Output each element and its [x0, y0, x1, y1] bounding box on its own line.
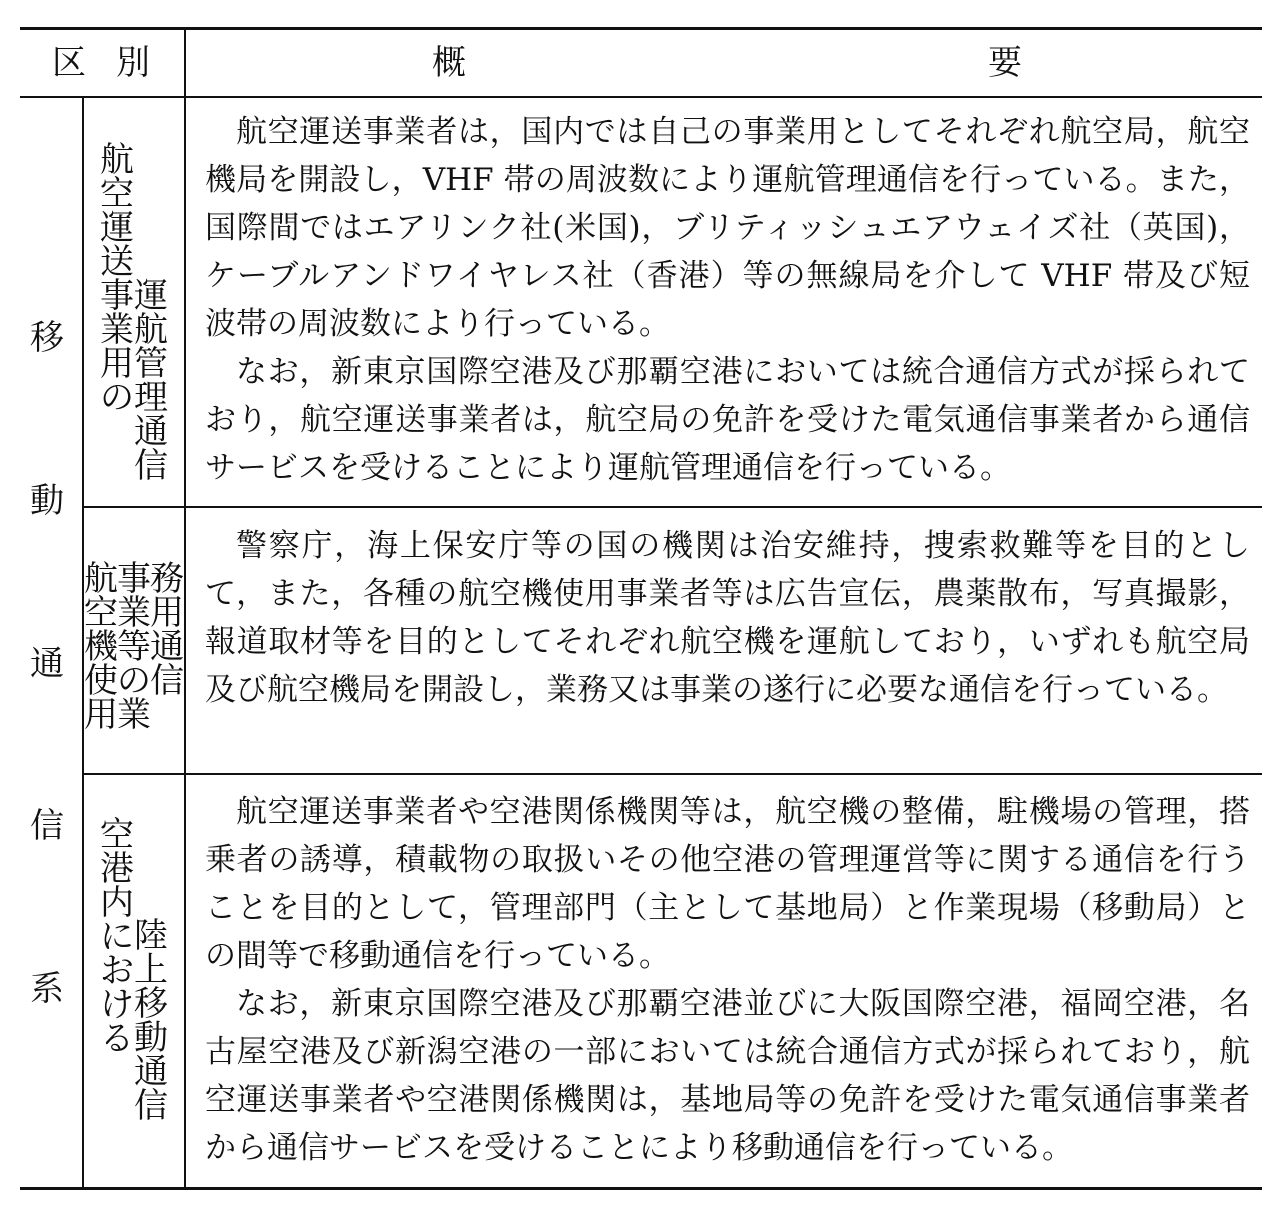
- header-rule: [20, 96, 1262, 98]
- header-divider: [184, 28, 186, 98]
- label-char: お: [100, 951, 134, 991]
- row3-paragraph-2: なお，新東京国際空港及び那覇空港並びに大阪国際空港，福岡空港，名古屋空港及び新潟空港の一部においては統合通信方式が採られており，航空運送事業者や空港関係機関は，基地局等の免許を受けた電気通信事業者から通信サービスを受けることにより移動通信を行っている。: [205, 986, 1250, 1166]
- row2-label-col2: [117, 559, 151, 735]
- row2-description: [205, 522, 1250, 714]
- label-char: 航: [100, 140, 134, 180]
- row-rule-2: [82, 773, 1262, 775]
- row3-label-col2: [134, 916, 168, 1126]
- label-char: の: [117, 661, 151, 701]
- label-divider: [184, 96, 186, 1189]
- label-char: 用: [100, 344, 134, 384]
- label-char: 運: [134, 276, 168, 316]
- row1-label-col1: [100, 140, 134, 418]
- label-char: 事: [117, 559, 151, 599]
- header-gaiyou-2: 要: [988, 43, 1022, 83]
- category-char: 動: [30, 480, 64, 521]
- label-char: 空: [100, 174, 134, 214]
- category-char: 信: [30, 806, 64, 847]
- label-char: 内: [100, 883, 134, 923]
- label-char: 信: [134, 446, 168, 486]
- label-char: 機: [84, 627, 118, 667]
- row1-paragraph-1: 航空運送事業者は，国内では自己の事業用としてそれぞれ航空局，航空機局を開設し，VHF 帯の周波数により運航管理通信を行っている。また，国際間ではエアリンク社(米国)，ブリティッシュエアウェイズ社（英国)，ケーブルアンドワイヤレス社（香港）等の無線局を介して VHF 帯及び短波帯の周波数により行っている。: [205, 114, 1250, 342]
- label-char: 業: [117, 593, 151, 633]
- header-kubetsu-2: 別: [116, 43, 150, 83]
- label-char: 理: [134, 378, 168, 418]
- label-char: 港: [100, 849, 134, 889]
- label-char: 信: [134, 1086, 168, 1126]
- label-char: 業: [117, 695, 151, 735]
- label-char: 管: [134, 344, 168, 384]
- row-rule-1: [82, 506, 1262, 508]
- label-char: 送: [100, 242, 134, 282]
- label-char: 用: [84, 695, 118, 735]
- category-char: 移: [30, 318, 64, 358]
- label-char: 陸: [134, 916, 168, 956]
- label-char: 用: [150, 593, 184, 633]
- row1-paragraph-2: なお，新東京国際空港及び那覇空港においては統合通信方式が採られており，航空運送事業者は，航空局の免許を受けた電気通信事業者から通信サービスを受けることにより運航管理通信を行っている。: [205, 354, 1250, 486]
- row2-paragraph-1: 警察庁，海上保安庁等の国の機関は治安維持，捜索救難等を目的として，また，各種の航空機使用事業者等は広告宣伝，農薬散布，写真撮影，報道取材等を目的としてそれぞれ航空機を運航しており，いずれも航空局及び航空機局を開設し，業務又は事業の遂行に必要な通信を行っている。: [205, 528, 1250, 708]
- row3-description: [205, 788, 1250, 1172]
- header-gaiyou-1: 概: [432, 43, 466, 83]
- row2-label-col1: [84, 559, 118, 735]
- label-char: 上: [134, 950, 168, 990]
- row1-description: [205, 108, 1250, 492]
- label-char: に: [100, 917, 134, 957]
- category-char: 系: [30, 969, 64, 1009]
- label-char: 通: [134, 1052, 168, 1092]
- label-char: 使: [84, 661, 118, 701]
- label-char: 移: [134, 984, 168, 1024]
- label-char: 通: [150, 627, 184, 667]
- label-char: の: [100, 378, 134, 418]
- label-char: 信: [150, 661, 184, 701]
- label-char: 事: [100, 276, 134, 316]
- top-rule: [20, 27, 1262, 30]
- category-label: [22, 100, 72, 1190]
- label-char: 空: [84, 593, 118, 633]
- label-char: 動: [134, 1018, 168, 1058]
- row3-label-col1: [100, 815, 134, 1059]
- label-char: 航: [84, 559, 118, 599]
- label-char: 通: [134, 412, 168, 452]
- row3-paragraph-1: 航空運送事業者や空港関係機関等は，航空機の整備，駐機場の管理，搭乗者の誘導，積載物の取扱いその他空港の管理運営等に関する通信を行うことを目的として，管理部門（主として基地局）と作業現場（移動局）との間等で移動通信を行っている。: [205, 794, 1250, 974]
- label-char: 等: [117, 627, 151, 667]
- row2-label-col3: [150, 559, 184, 701]
- label-char: 運: [100, 208, 134, 248]
- category-char: 通: [30, 643, 64, 684]
- label-char: 務: [150, 559, 184, 599]
- label-char: 空: [100, 815, 134, 855]
- label-char: る: [100, 1019, 134, 1059]
- label-char: 航: [134, 310, 168, 350]
- label-char: 業: [100, 310, 134, 350]
- header-kubetsu-1: 区: [52, 43, 86, 83]
- label-char: け: [100, 985, 134, 1025]
- bottom-rule: [20, 1187, 1262, 1190]
- row1-label-col2: [134, 276, 168, 486]
